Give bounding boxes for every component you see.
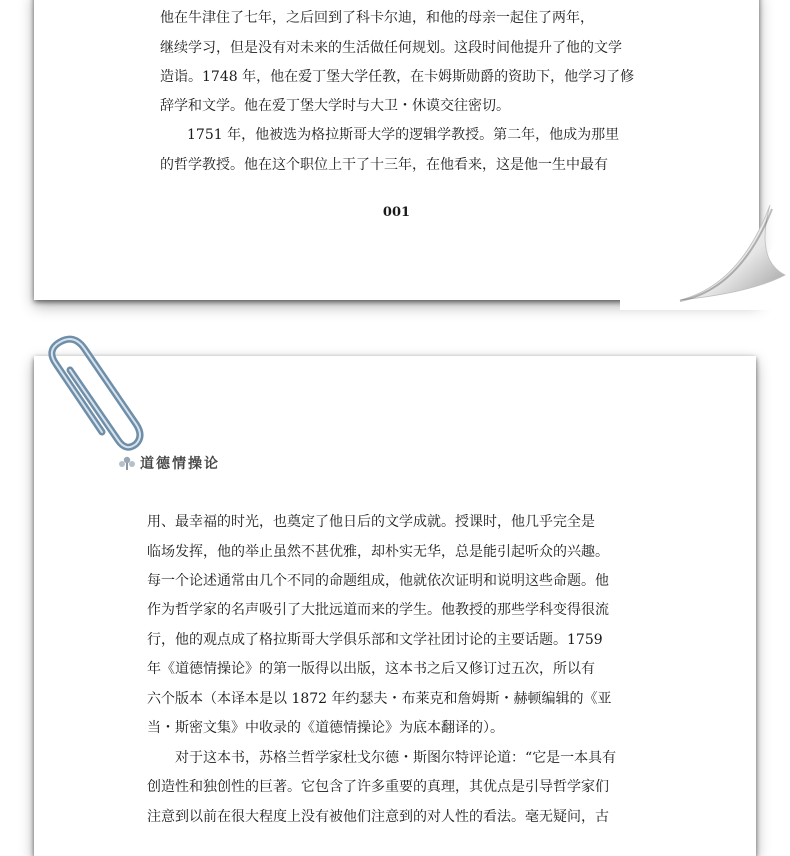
text-line: 作为哲学家的名声吸引了大批远道而来的学生。他教授的那些学科变得很流 [147,602,609,618]
text-line: 当・斯密文集》中收录的《道德情操论》为底本翻译的）。 [147,720,504,736]
text-line: 创造性和独创性的巨著。它包含了许多重要的真理，其优点是引导哲学家们 [147,779,609,795]
text-line: 每一个论述通常由几个不同的命题组成，他就依次证明和说明这些命题。他 [147,573,609,589]
text-line: 注意到以前在很大程度上没有被他们注意到的对人性的看法。毫无疑问，古 [147,809,609,825]
paperclip-icon [40,330,150,460]
page-number: 001 [382,205,411,220]
text-line: 1751 年，他被选为格拉斯哥大学的逻辑学教授。第二年，他成为那里 [187,127,620,143]
text-line: 行，他的观点成了格拉斯哥大学俱乐部和文学社团讨论的主要话题。1759 [147,632,603,648]
text-line: 继续学习，但是没有对未来的生活做任何规划。这段时间他提升了他的文学 [160,40,622,56]
text-line: 辞学和文学。他在爱丁堡大学时与大卫・休谟交往密切。 [160,98,510,114]
text-line: 年《道德情操论》的第一版得以出版，这本书之后又修订过五次，所以有 [147,661,595,677]
text-line: 六个版本（本译本是以 1872 年约瑟夫・布莱克和詹姆斯・赫顿编辑的《亚 [147,691,612,707]
text-line: 他在牛津住了七年，之后回到了科卡尔迪，和他的母亲一起住了两年， [160,10,594,26]
header-title: 道德情操论 [140,456,220,472]
text-line: 临场发挥，他的举止虽然不甚优雅，却朴实无华，总是能引起听众的兴趣。 [147,544,609,560]
text-line: 对于这本书，苏格兰哲学家杜戈尔德・斯图尔特评论道：“它是一本具有 [175,750,617,766]
page-curl-decoration [620,165,790,310]
text-line: 造诣。1748 年，他在爱丁堡大学任教，在卡姆斯勋爵的资助下，他学习了修 [160,69,635,85]
text-line: 用、最幸福的时光，也奠定了他日后的文学成就。授课时，他几乎完全是 [147,514,595,530]
text-line: 的哲学教授。他在这个职位上干了十三年，在他看来，这是他一生中最有 [160,157,608,173]
